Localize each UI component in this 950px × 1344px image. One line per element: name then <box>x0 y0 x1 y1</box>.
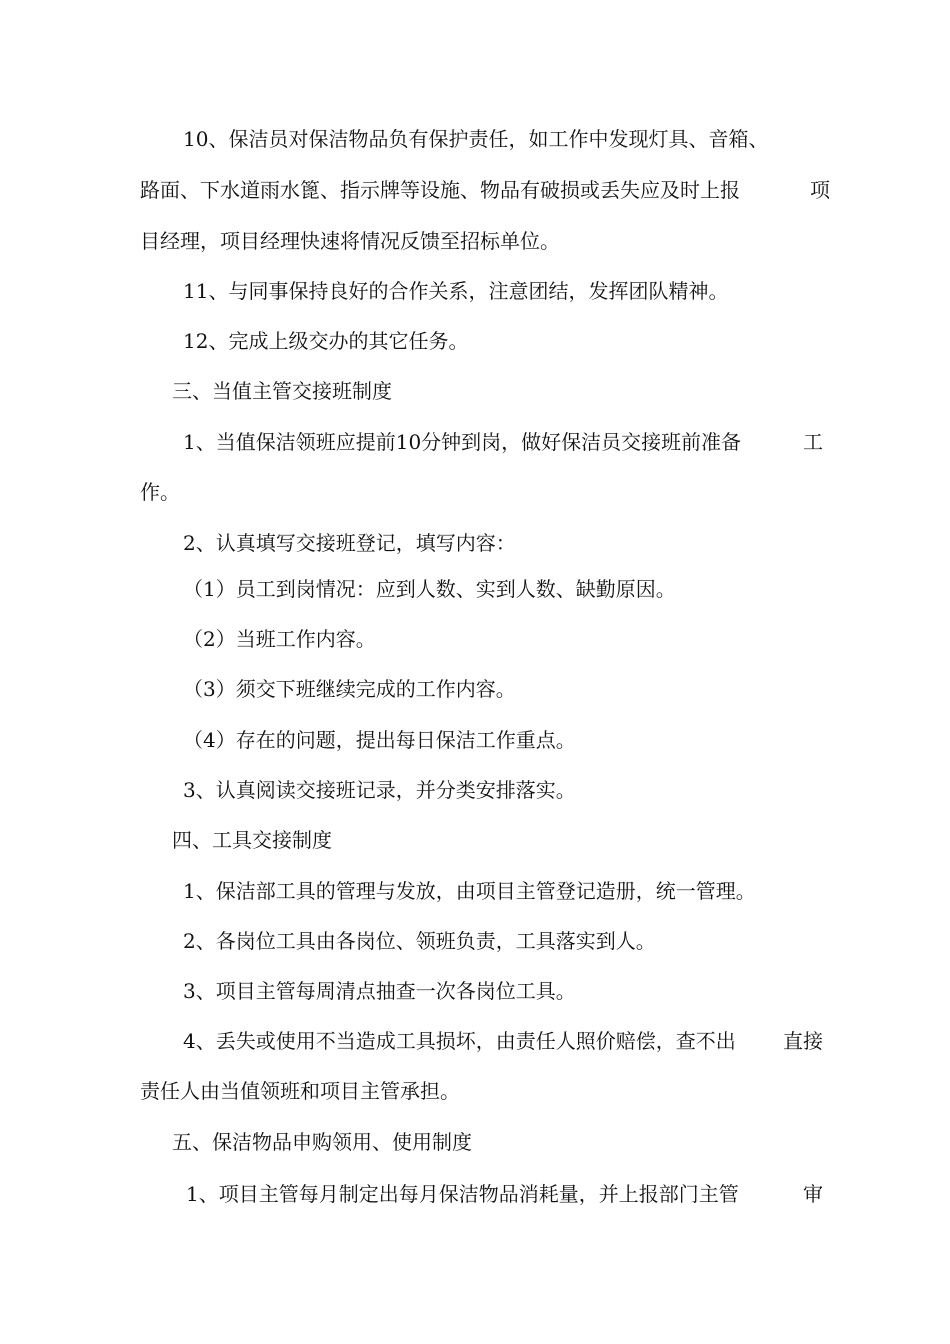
section-3-sub-4: （4）存在的问题，提出每日保洁工作重点。 <box>183 728 576 752</box>
section-3-item-2: 2、认真填写交接班登记，填写内容： <box>183 531 516 555</box>
paragraph-10-line-3: 目经理，项目经理快速将情况反馈至招标单位。 <box>140 229 560 253</box>
section-4-item-4-line-1-text: 4、丢失或使用不当造成工具损坏，由责任人照价赔偿，查不出 <box>183 1029 736 1053</box>
section-4-item-4-line-1 <box>183 1029 823 1053</box>
section-3-sub-2: （2）当班工作内容。 <box>183 627 376 651</box>
section-4-item-4-line-2: 责任人由当值领班和项目主管承担。 <box>140 1079 460 1103</box>
section-3-item-1-line-1-text: 1、当值保洁领班应提前10分钟到岗，做好保洁员交接班前准备 <box>183 430 742 454</box>
section-3-item-1-line-1 <box>183 430 823 454</box>
section-4-item-2: 2、各岗位工具由各岗位、领班负责，工具落实到人。 <box>183 929 656 953</box>
section-4-item-1: 1、保洁部工具的管理与发放，由项目主管登记造册，统一管理。 <box>183 879 756 903</box>
section-3-item-1-line-1-end: 工 <box>803 430 823 454</box>
section-3-item-1-line-2: 作。 <box>140 480 180 504</box>
paragraph-12: 12、完成上级交办的其它任务。 <box>183 329 469 353</box>
section-4-item-3: 3、项目主管每周清点抽查一次各岗位工具。 <box>183 979 576 1003</box>
section-heading-5: 五、保洁物品申购领用、使用制度 <box>172 1130 472 1154</box>
section-3-sub-3: （3）须交下班继续完成的工作内容。 <box>183 677 516 701</box>
section-3-item-3: 3、认真阅读交接班记录，并分类安排落实。 <box>183 778 576 802</box>
section-5-item-1-line-1 <box>186 1182 823 1206</box>
paragraph-10-line-1: 10、保洁员对保洁物品负有保护责任，如工作中发现灯具、音箱、 <box>183 127 769 151</box>
paragraph-10-line-2-end: 项 <box>810 178 830 202</box>
section-5-item-1-line-1-text: 1、项目主管每月制定出每月保洁物品消耗量，并上报部门主管 <box>186 1182 739 1206</box>
paragraph-10-line-2 <box>140 178 830 202</box>
paragraph-11: 11、与同事保持良好的合作关系，注意团结，发挥团队精神。 <box>183 279 729 303</box>
section-heading-4: 四、工具交接制度 <box>172 828 332 852</box>
section-heading-3: 三、当值主管交接班制度 <box>172 379 392 403</box>
paragraph-10-line-2-text: 路面、下水道雨水篦、指示牌等设施、物品有破损或丢失应及时上报 <box>140 178 740 202</box>
section-5-item-1-line-1-end: 审 <box>803 1182 823 1206</box>
section-3-sub-1: （1）员工到岗情况：应到人数、实到人数、缺勤原因。 <box>183 577 676 601</box>
section-4-item-4-line-1-end: 直接 <box>783 1029 823 1053</box>
